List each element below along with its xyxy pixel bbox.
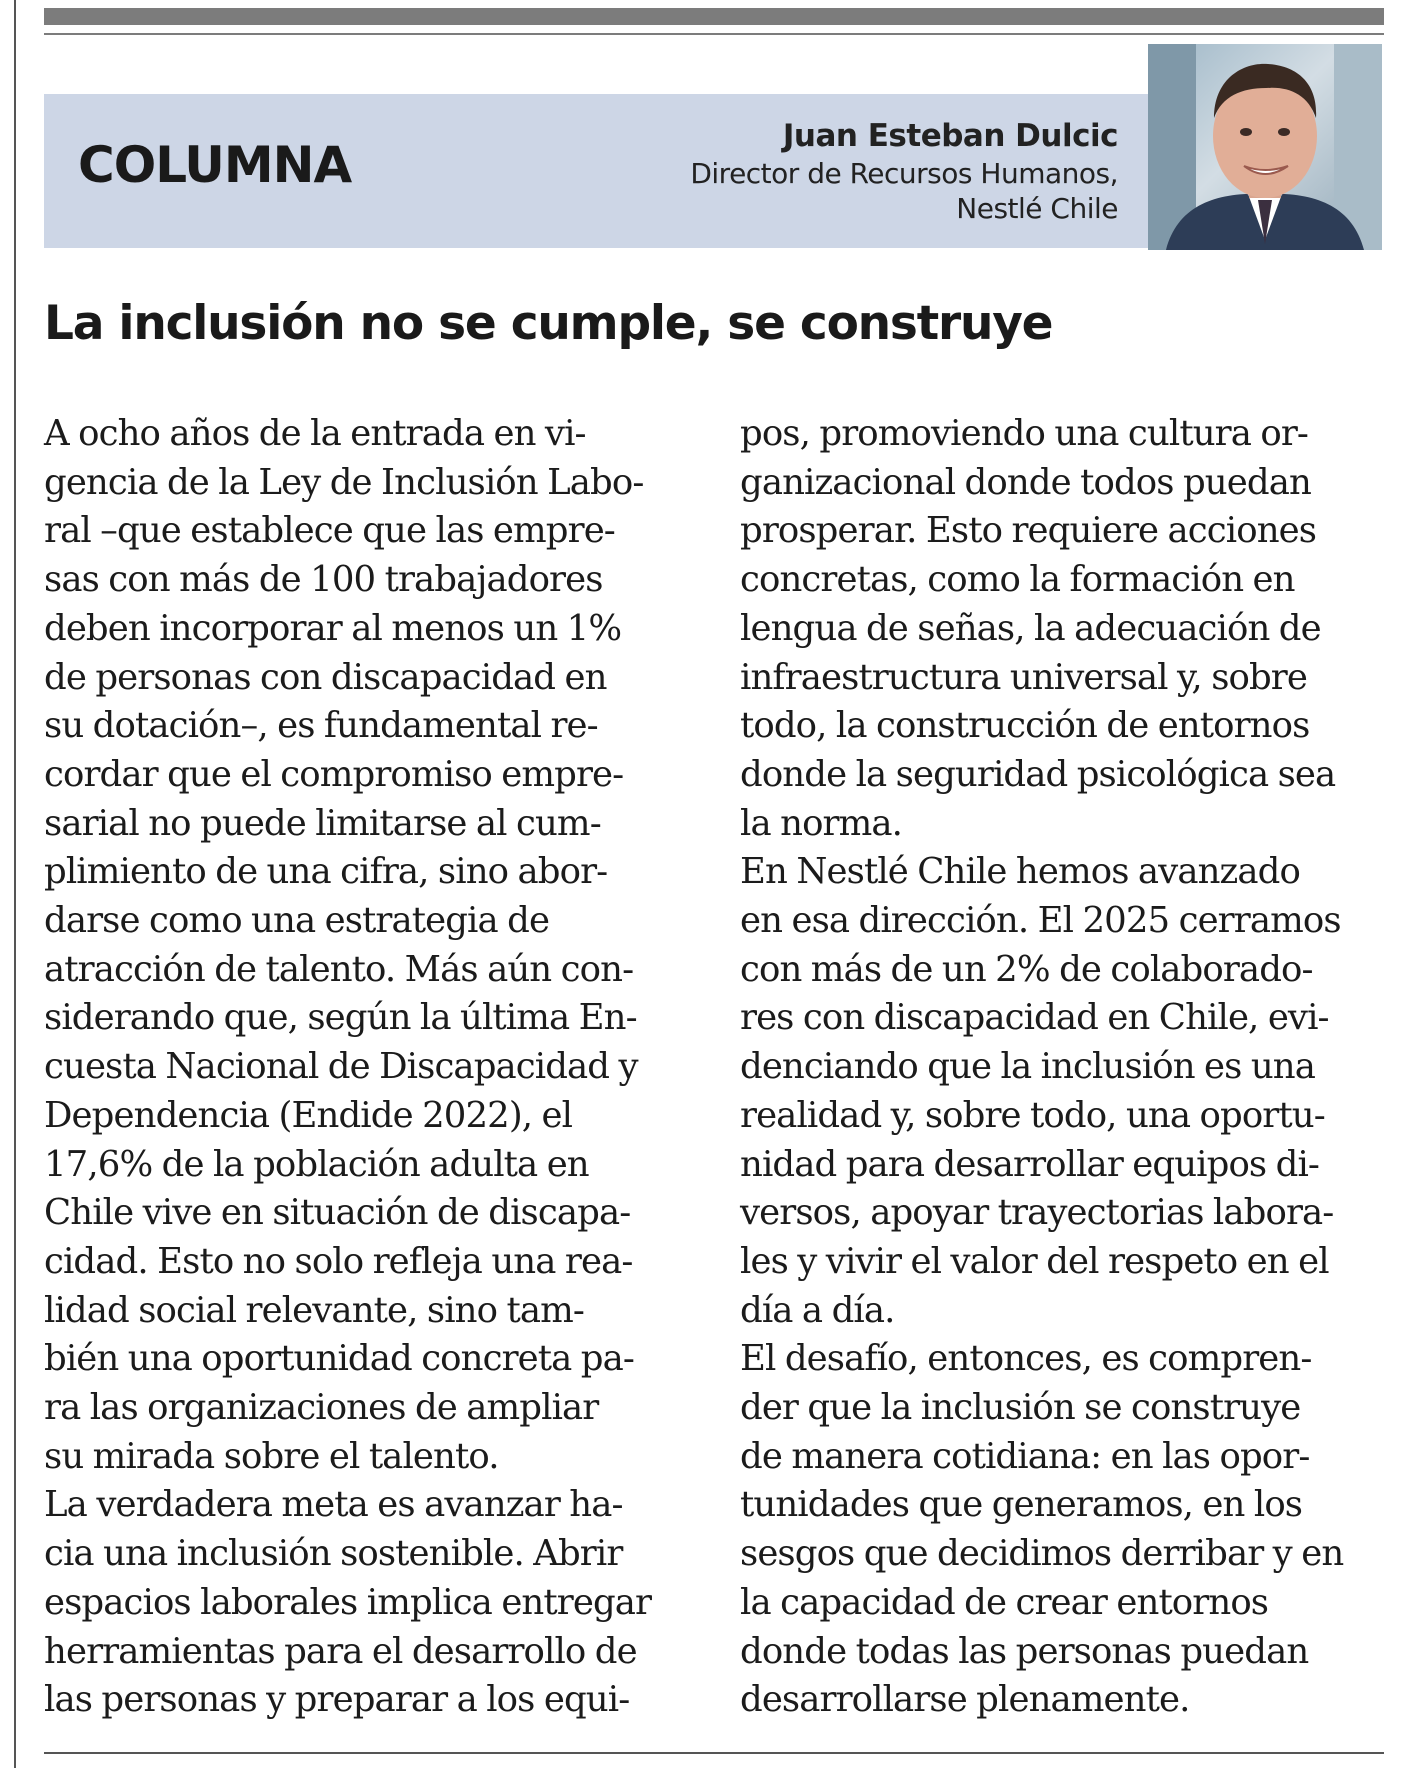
body-line: cia una inclusión sostenible. Abrir xyxy=(44,1533,623,1575)
page-frame-left-rule xyxy=(14,0,16,1768)
body-line: ral –que establece que las empre- xyxy=(44,510,615,552)
body-line: infraestructura universal y, sobre xyxy=(740,656,1307,698)
body-line: gencia de la Ley de Inclusión Labo- xyxy=(44,461,644,503)
top-rule-thin xyxy=(44,33,1384,35)
body-line: cuesta Nacional de Discapacidad y xyxy=(44,1046,638,1088)
body-line: lengua de señas, la adecuación de xyxy=(740,607,1321,649)
body-line: sesgos que decidimos derribar y en xyxy=(740,1533,1344,1575)
body-line: En Nestlé Chile hemos avanzado xyxy=(740,851,1300,893)
body-line: con más de un 2% de colaborado- xyxy=(740,948,1313,990)
body-line: res con discapacidad en Chile, evi- xyxy=(740,997,1329,1039)
body-line: La verdadera meta es avanzar ha- xyxy=(44,1484,623,1526)
body-line: El desafío, entonces, es compren- xyxy=(740,1338,1312,1380)
body-line: Dependencia (Endide 2022), el xyxy=(44,1094,573,1136)
body-line: donde todas las personas puedan xyxy=(740,1630,1309,1672)
body-line: su dotación–, es fundamental re- xyxy=(44,705,598,747)
author-photo xyxy=(1148,44,1382,250)
body-line: su mirada sobre el talento. xyxy=(44,1435,499,1477)
article-column-left xyxy=(44,410,694,1725)
body-line: espacios laborales implica entregar xyxy=(44,1581,652,1623)
body-line: en esa dirección. El 2025 cerramos xyxy=(740,900,1341,942)
body-line: concretas, como la formación en xyxy=(740,559,1295,601)
body-line: día a día. xyxy=(740,1289,895,1331)
body-line: tunidades que generamos, en los xyxy=(740,1484,1303,1526)
body-line: bién una oportunidad concreta pa- xyxy=(44,1338,634,1380)
body-line: ganizacional donde todos puedan xyxy=(740,461,1311,503)
article-headline: La inclusión no se cumple, se construye xyxy=(44,296,1053,351)
body-line: 17,6% de la población adulta en xyxy=(44,1143,589,1185)
body-line: cordar que el compromiso empre- xyxy=(44,753,624,795)
body-line: desarrollarse plenamente. xyxy=(740,1679,1190,1721)
body-line: nidad para desarrollar equipos di- xyxy=(740,1143,1320,1185)
body-line: denciando que la inclusión es una xyxy=(740,1046,1316,1088)
body-line: realidad y, sobre todo, una oportu- xyxy=(740,1094,1325,1136)
body-line: la norma. xyxy=(740,802,903,844)
body-line: deben incorporar al menos un 1% xyxy=(44,607,622,649)
body-line: siderando que, según la última En- xyxy=(44,997,637,1039)
body-line: der que la inclusión se construye xyxy=(740,1387,1301,1429)
body-line: donde la seguridad psicológica sea xyxy=(740,753,1336,795)
body-line: todo, la construcción de entornos xyxy=(740,705,1310,747)
author-portrait-illustration xyxy=(1148,44,1382,250)
article-column-right xyxy=(740,410,1390,1725)
body-line: plimiento de una cifra, sino abor- xyxy=(44,851,608,893)
body-line: sarial no puede limitarse al cum- xyxy=(44,802,601,844)
body-line: la capacidad de crear entornos xyxy=(740,1581,1269,1623)
body-line: A ocho años de la entrada en vi- xyxy=(44,413,586,454)
body-line: atracción de talento. Más aún con- xyxy=(44,948,634,990)
author-role-line-2: Nestlé Chile xyxy=(956,192,1118,225)
body-line: cidad. Esto no solo refleja una rea- xyxy=(44,1240,633,1282)
body-line: de personas con discapacidad en xyxy=(44,656,607,698)
author-name: Juan Esteban Dulcic xyxy=(782,118,1118,154)
author-byline xyxy=(690,116,1118,226)
body-line: de manera cotidiana: en las opor- xyxy=(740,1435,1310,1477)
author-role-line-1: Director de Recursos Humanos, xyxy=(690,157,1118,190)
body-line: lidad social relevante, sino tam- xyxy=(44,1289,584,1331)
body-line: darse como una estrategia de xyxy=(44,900,550,942)
body-line: pos, promoviendo una cultura or- xyxy=(740,413,1309,454)
body-line: sas con más de 100 trabajadores xyxy=(44,559,603,601)
body-line: las personas y preparar a los equi- xyxy=(44,1679,630,1721)
body-line: ra las organizaciones de ampliar xyxy=(44,1387,599,1429)
body-line: versos, apoyar trayectorias labora- xyxy=(740,1192,1334,1234)
body-line: les y vivir el valor del respeto en el xyxy=(740,1240,1329,1282)
body-line: herramientas para el desarrollo de xyxy=(44,1630,637,1672)
section-kicker: COLUMNA xyxy=(78,136,352,194)
body-line: prosperar. Esto requiere acciones xyxy=(740,510,1317,552)
body-line: Chile vive en situación de discapa- xyxy=(44,1192,631,1234)
bottom-rule xyxy=(44,1752,1384,1754)
top-rule-thick xyxy=(44,8,1384,25)
